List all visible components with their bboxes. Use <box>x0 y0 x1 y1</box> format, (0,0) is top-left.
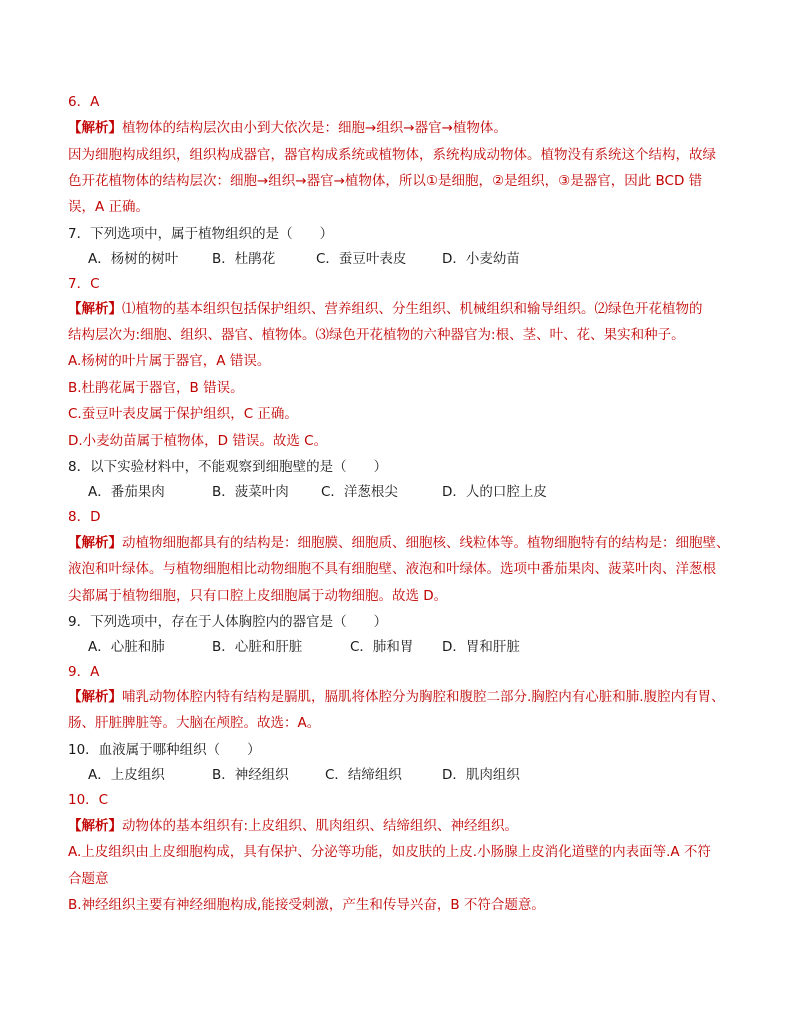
explanation-8-line-1 <box>68 534 736 552</box>
explanation-6-line-4: 误，A 正确。 <box>68 199 150 215</box>
explanation-9-line-1 <box>68 688 736 706</box>
explanation-10-line-3: 合题意 <box>68 871 109 887</box>
option-b: B．心脏和肝脏 <box>212 639 303 655</box>
option-c: C．蚕豆叶表皮 <box>316 251 407 267</box>
answer-6: 6．A <box>68 94 100 110</box>
option-d: D．人的口腔上皮 <box>442 484 547 500</box>
explanation-text: ⑴植物的基本组织包括保护组织、营养组织、分生组织、机械组织和输导组织。⑵绿色开花植物的 <box>122 301 703 317</box>
question-9: 9．下列选项中，存在于人体胸腔内的器官是（ ） <box>68 614 388 630</box>
option-c: C．结缔组织 <box>325 767 402 783</box>
question-10-options <box>88 766 736 784</box>
explanation-6-line-1 <box>68 119 736 137</box>
question-7-options <box>88 250 736 268</box>
option-d: D．胃和肝脏 <box>442 639 520 655</box>
answer-8: 8．D <box>68 509 101 525</box>
explanation-text: 哺乳动物体腔内特有结构是膈肌，膈肌将体腔分为胸腔和腹腔二部分.胸腔内有心脏和肺.腹腔内有胃、 <box>122 689 725 705</box>
option-a: A．杨树的树叶 <box>88 251 179 267</box>
explanation-7-line-4: B.杜鹃花属于器官，B 错误。 <box>68 380 244 396</box>
explanation-8-line-2: 液泡和叶绿体。与植物细胞相比动物细胞不具有细胞壁、液泡和叶绿体。选项中番茄果肉、菠菜叶肉、洋葱根 <box>68 561 716 577</box>
question-7: 7．下列选项中，属于植物组织的是（ ） <box>68 226 334 242</box>
explanation-7-line-5: C.蚕豆叶表皮属于保护组织，C 正确。 <box>68 406 298 422</box>
explanation-9-line-2: 肠、肝脏脾脏等。大脑在颅腔。故选：A。 <box>68 715 321 731</box>
explanation-text: 动植物细胞都具有的结构是：细胞膜、细胞质、细胞核、线粒体等。植物细胞特有的结构是：细胞壁、 <box>122 535 730 551</box>
explanation-10-line-2: A.上皮组织由上皮细胞构成，具有保护、分泌等功能，如皮肤的上皮.小肠腺上皮消化道壁的内表面等.A 不符 <box>68 844 711 860</box>
answer-10: 10．C <box>68 792 109 808</box>
explanation-tag: 【解析】 <box>68 818 122 834</box>
answer-7: 7．C <box>68 276 100 292</box>
explanation-tag: 【解析】 <box>68 301 122 317</box>
option-b: B．神经组织 <box>212 767 289 783</box>
answer-9: 9．A <box>68 664 100 680</box>
option-b: B．杜鹃花 <box>212 251 276 267</box>
option-d: D．肌肉组织 <box>442 767 520 783</box>
question-8: 8．以下实验材料中，不能观察到细胞壁的是（ ） <box>68 459 388 475</box>
explanation-8-line-3: 尖都属于植物细胞，只有口腔上皮细胞属于动物细胞。故选 D。 <box>68 588 448 604</box>
explanation-tag: 【解析】 <box>68 120 122 136</box>
explanation-6-line-2: 因为细胞构成组织，组织构成器官，器官构成系统或植物体，系统构成动物体。植物没有系统这个结构，故绿 <box>68 147 716 163</box>
explanation-10-line-4: B.神经组织主要有神经细胞构成,能接受刺激，产生和传导兴奋，B 不符合题意。 <box>68 897 545 913</box>
explanation-10-line-1 <box>68 817 736 835</box>
explanation-tag: 【解析】 <box>68 689 122 705</box>
explanation-text: 动物体的基本组织有:上皮组织、肌肉组织、结缔组织、神经组织。 <box>122 818 519 834</box>
explanation-7-line-3: A.杨树的叶片属于器官，A 错误。 <box>68 353 271 369</box>
option-b: B．菠菜叶肉 <box>212 484 289 500</box>
question-8-options <box>88 483 736 501</box>
option-a: A．番茄果肉 <box>88 484 165 500</box>
explanation-6-line-3: 色开花植物体的结构层次：细胞→组织→器官→植物体，所以①是细胞，②是组织，③是器官，因此 BCD 错 <box>68 173 703 189</box>
explanation-7-line-6: D.小麦幼苗属于植物体，D 错误。故选 C。 <box>68 433 328 449</box>
explanation-tag: 【解析】 <box>68 535 122 551</box>
explanation-text: 植物体的结构层次由小到大依次是：细胞→组织→器官→植物体。 <box>122 120 507 136</box>
option-d: D．小麦幼苗 <box>442 251 520 267</box>
option-c: C．肺和胃 <box>350 639 414 655</box>
option-a: A．上皮组织 <box>88 767 165 783</box>
explanation-7-line-2: 结构层次为:细胞、组织、器官、植物体。⑶绿色开花植物的六种器官为:根、茎、叶、花、果实和种子。 <box>68 327 685 343</box>
explanation-7-line-1 <box>68 300 736 318</box>
option-c: C．洋葱根尖 <box>321 484 398 500</box>
question-9-options <box>88 638 736 656</box>
question-10: 10．血液属于哪种组织（ ） <box>68 742 261 758</box>
option-a: A．心脏和肺 <box>88 639 165 655</box>
